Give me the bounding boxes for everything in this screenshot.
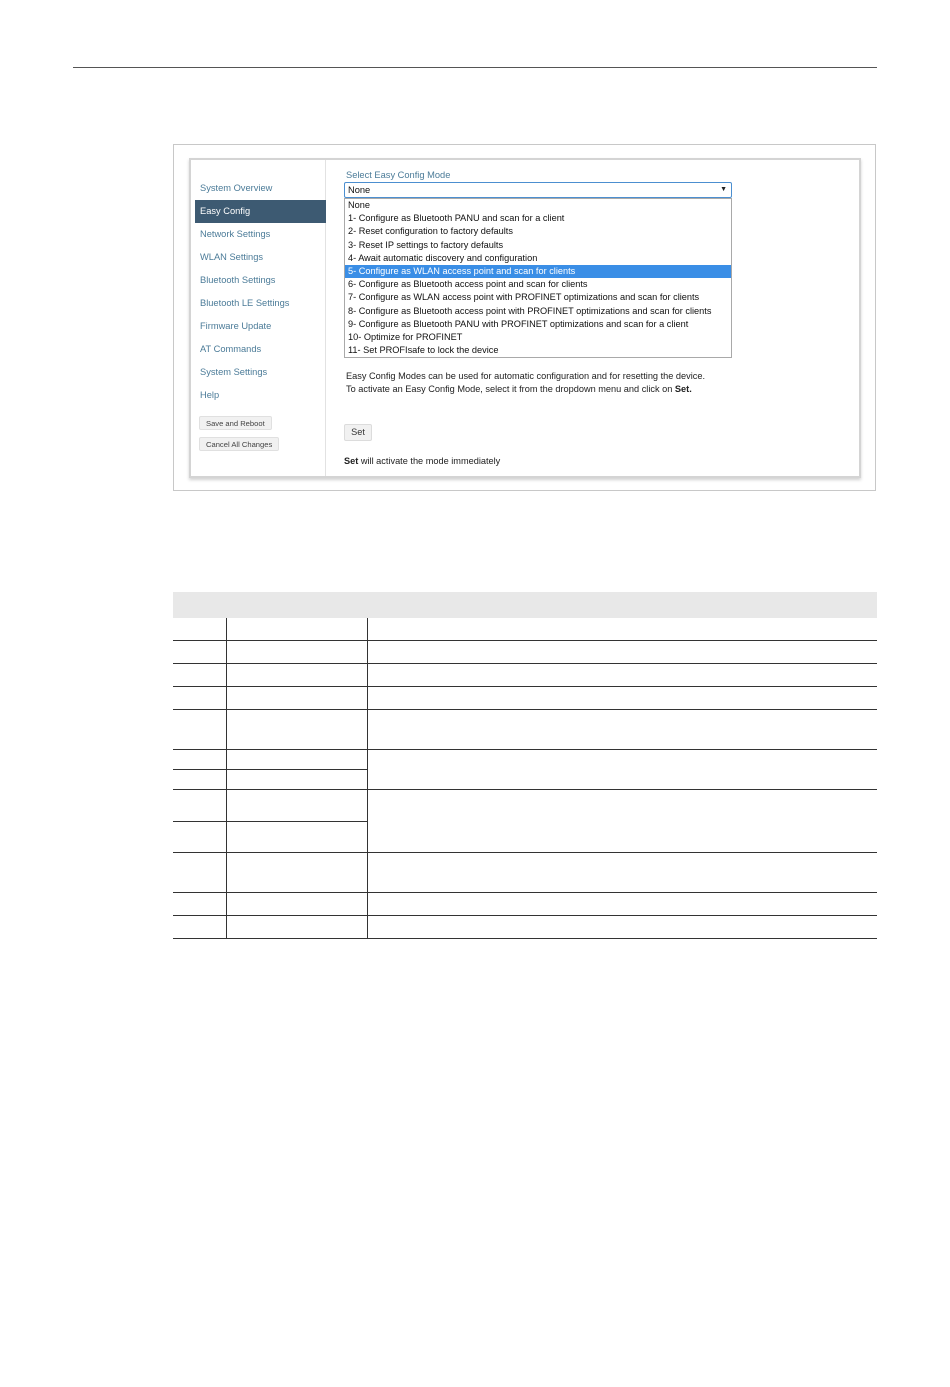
set-note-text: will activate the mode immediately: [358, 456, 501, 466]
sidebar: [191, 160, 326, 476]
table-cell: [173, 686, 226, 709]
save-and-reboot-button[interactable]: Save and Reboot: [199, 416, 272, 430]
table-cell: [173, 640, 226, 663]
dropdown-arrow-icon: ▼: [720, 186, 727, 193]
table-cell: [226, 915, 367, 938]
sidebar-item-bluetooth-le-settings[interactable]: Bluetooth LE Settings: [200, 298, 290, 308]
sidebar-nav: [195, 177, 326, 407]
table-cell: [367, 618, 877, 640]
table-cell: [173, 663, 226, 686]
option-8[interactable]: 8- Configure as Bluetooth access point with PROFINET optimizations and scan for clients: [348, 305, 712, 316]
table-row: [173, 686, 877, 709]
table-cell: [226, 663, 367, 686]
set-note: [344, 456, 500, 466]
table-row: [173, 709, 877, 749]
table-cell: [367, 640, 877, 663]
sidebar-item-wlan-settings[interactable]: WLAN Settings: [200, 252, 264, 262]
table-cell: [173, 892, 226, 915]
table-cell: [226, 892, 367, 915]
table-row: [173, 618, 877, 640]
page-header-rule: [73, 67, 877, 68]
set-button[interactable]: Set: [344, 424, 372, 441]
table-cell: [173, 769, 226, 789]
table-cell: [173, 709, 226, 749]
option-5-highlighted[interactable]: 5- Configure as WLAN access point and scan for clients: [345, 265, 731, 278]
option-11[interactable]: 11- Set PROFIsafe to lock the device: [348, 345, 499, 356]
table-row: [173, 915, 877, 938]
selected-value: None: [348, 185, 371, 195]
sidebar-item-at-commands[interactable]: AT Commands: [200, 344, 262, 354]
main-panel: [326, 160, 859, 476]
table-header-cell: [173, 592, 877, 618]
sidebar-item-firmware-update[interactable]: Firmware Update: [200, 321, 272, 331]
table-row: [173, 640, 877, 663]
option-3[interactable]: 3- Reset IP settings to factory defaults: [348, 239, 504, 250]
cancel-all-changes-button[interactable]: Cancel All Changes: [199, 437, 279, 451]
table-cell: [226, 709, 367, 749]
table-cell: [367, 789, 877, 852]
option-1[interactable]: 1- Configure as Bluetooth PANU and scan for a client: [348, 213, 565, 224]
table-row: [173, 789, 877, 821]
sidebar-item-bluetooth-settings[interactable]: Bluetooth Settings: [200, 275, 276, 285]
table-cell: [173, 618, 226, 640]
sidebar-item-system-settings[interactable]: System Settings: [200, 367, 268, 377]
table-row: [173, 663, 877, 686]
set-note-bold: Set: [344, 456, 359, 466]
sidebar-item-help[interactable]: Help: [200, 390, 220, 400]
table-cell: [226, 640, 367, 663]
table-cell: [367, 709, 877, 749]
description-line-2: [346, 383, 705, 396]
option-9[interactable]: 9- Configure as Bluetooth PANU with PROFINET optimizations and scan for a client: [348, 318, 689, 329]
table-row: [173, 749, 877, 769]
table-cell: [226, 852, 367, 892]
table-cell: [173, 789, 226, 821]
option-6[interactable]: 6- Configure as Bluetooth access point and scan for clients: [348, 279, 588, 290]
table-cell: [367, 915, 877, 938]
option-10[interactable]: 10- Optimize for PROFINET: [348, 331, 463, 342]
table-cell: [173, 821, 226, 852]
table-cell: [226, 618, 367, 640]
table-cell: [173, 915, 226, 938]
sidebar-item-easy-config[interactable]: Easy Config: [195, 200, 326, 223]
description-line-2-bold: Set.: [674, 384, 692, 394]
option-2[interactable]: 2- Reset configuration to factory defaults: [348, 226, 513, 237]
sidebar-item-system-overview[interactable]: System Overview: [200, 183, 273, 193]
table-cell: [226, 686, 367, 709]
description-line-2-text: To activate an Easy Config Mode, select it from the dropdown menu and click on: [346, 384, 675, 394]
description-text: [346, 370, 705, 396]
table-cell: [367, 852, 877, 892]
table-cell: [367, 749, 877, 789]
web-config-window: [189, 158, 861, 478]
select-label: Select Easy Config Mode: [346, 170, 451, 180]
reference-table: [173, 592, 877, 939]
option-4[interactable]: 4- Await automatic discovery and configuration: [348, 252, 538, 263]
dropdown-options-list: [344, 198, 732, 358]
table-cell: [367, 892, 877, 915]
table-row: [173, 852, 877, 892]
easy-config-mode-select[interactable]: [344, 182, 732, 198]
table-cell: [226, 749, 367, 769]
description-line-1: Easy Config Modes can be used for automatic configuration and for resetting the device.: [346, 371, 706, 381]
screenshot-figure: [173, 144, 876, 491]
table-cell: [367, 663, 877, 686]
sidebar-item-network-settings[interactable]: Network Settings: [200, 229, 271, 239]
table-cell: [173, 852, 226, 892]
table-cell: [173, 749, 226, 769]
table-cell: [367, 686, 877, 709]
table-row: [173, 892, 877, 915]
option-none[interactable]: None: [348, 200, 370, 210]
table-cell: [226, 769, 367, 789]
table-cell: [226, 789, 367, 821]
table-cell: [226, 821, 367, 852]
table-header-row: [173, 592, 877, 618]
option-7[interactable]: 7- Configure as WLAN access point with PROFINET optimizations and scan for clients: [348, 292, 700, 303]
